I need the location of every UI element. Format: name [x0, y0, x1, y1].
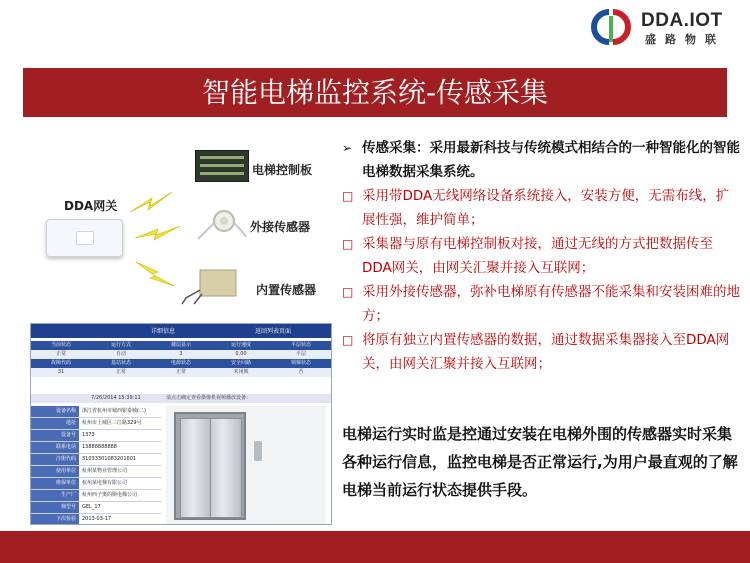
grid-cell: 电源状态: [170, 360, 191, 366]
bullet-text: 传感采集：采用最新科技与传统模式相结合的一种智能化的智能电梯数据采集系统。: [362, 140, 740, 180]
external-sensor-image: [196, 207, 248, 241]
grid-cell: 未闭锁: [233, 369, 249, 375]
bullet-text: 采用带DDA无线网络设备系统接入，安装方便，无需布线，扩展性强，维护简单；: [362, 188, 730, 228]
label-control-board: 电梯控制板: [252, 163, 313, 177]
info-row: [31, 490, 161, 502]
info-row: [31, 466, 161, 478]
info-key: 梯型号: [31, 502, 79, 513]
grid-row: [31, 359, 331, 368]
info-key: 联系电话: [31, 442, 79, 453]
info-key: 设备名称: [31, 406, 79, 417]
logo-brand: DDA.IOT: [641, 10, 723, 31]
board-row: [200, 172, 244, 175]
network-diagram: [20, 140, 330, 320]
call-button-panel: [254, 441, 262, 461]
lightning-icon: [130, 192, 172, 212]
control-board-image: [195, 150, 249, 182]
company-logo: [591, 8, 741, 46]
door-left: [180, 418, 212, 518]
info-value: 13888888888: [82, 444, 117, 450]
footer-bar: [0, 531, 750, 563]
info-key: 设备号: [31, 430, 79, 441]
info-row: [31, 406, 161, 418]
arrow-bullet-icon: ➢: [342, 141, 353, 155]
info-table: [31, 406, 161, 524]
info-key: 下次检验: [31, 514, 79, 525]
grid-cell: 故障代码: [50, 360, 71, 366]
info-row: [31, 454, 161, 466]
door-frame: [174, 412, 246, 520]
grid-cell: 平层状态: [290, 342, 311, 348]
timestamp-strip: [31, 394, 331, 403]
board-row: [200, 164, 244, 167]
info-value: 1373: [82, 432, 95, 438]
info-row: [31, 478, 161, 490]
door-right: [210, 418, 242, 518]
grid-cell: 自动: [115, 351, 126, 357]
bullet-text: 采集器与原有电梯控制板对接，通过无线的方式把数据传至DDA网关，由网关汇聚并接入互联网；: [362, 236, 713, 276]
square-bullet-icon: □: [342, 285, 354, 299]
label-internal-sensor: 内置传感器: [256, 283, 317, 297]
info-row: [31, 442, 161, 454]
summary-paragraph: 电梯运行实时监是控通过安装在电梯外围的传感器实时采集各种运行信息，监控电梯是否正常运行,为用户最直观的了解电梯当前运行状态提供手段。: [342, 425, 738, 499]
grid-cell: 0.00: [235, 351, 247, 357]
screenshot-return-link[interactable]: 返回列表页面: [254, 328, 291, 335]
info-value: 杭州某物业管理公司: [82, 468, 128, 474]
info-row: [31, 502, 161, 514]
grid-cell: 锁梯状态: [290, 360, 311, 366]
grid-cell: 正常: [175, 369, 186, 375]
screenshot-header: [31, 324, 331, 338]
info-value: 杭州某电梯有限公司: [82, 480, 128, 486]
grid-cell: 正常: [55, 351, 66, 357]
strip-text: 请点击确定查看摄像机视频播放设备：: [166, 395, 252, 401]
strip-time: 7/26/2014 15:39:11: [91, 395, 141, 401]
bullet-text: 采用外接传感器，弥补电梯原有传感器不能采集和安装困难的地方；: [362, 284, 740, 324]
label-external-sensor: 外接传感器: [250, 220, 311, 234]
grid-row: [31, 350, 331, 359]
bullet-item: [342, 280, 742, 328]
grid-cell: 楼层显示: [170, 342, 191, 348]
grid-cell: 3: [179, 351, 183, 357]
bullet-item: [342, 136, 742, 184]
grid-cell: 运行方式: [110, 342, 131, 348]
bullet-item: [342, 232, 742, 280]
info-row: [31, 514, 161, 525]
bullet-list: [342, 136, 742, 376]
grid-cell: 安全回路: [230, 360, 251, 366]
square-bullet-icon: □: [342, 333, 354, 347]
gateway-label: DDA网关: [64, 199, 118, 213]
grid-cell: 正常: [115, 369, 126, 375]
grid-cell: 运行速度: [230, 342, 251, 348]
bullet-item: [342, 184, 742, 232]
info-value: 杭州西子奥的斯电梯公司: [82, 492, 138, 498]
info-key: 使用单位: [31, 466, 79, 477]
logo-subtitle: 盛路物联: [645, 33, 725, 46]
grid-cell: 当前状态: [50, 342, 71, 348]
bullet-text: 将原有独立内置传感器的数据，通过数据采集器接入至DDA网关，由网关汇聚并接入互联网；: [362, 332, 730, 372]
lightning-icon: [135, 226, 180, 240]
grid-row: [31, 368, 331, 377]
info-key: 地址: [31, 418, 79, 429]
internal-sensor-image: [180, 268, 252, 308]
status-grid: [31, 341, 331, 377]
bullet-item: [342, 328, 742, 376]
info-value: 浙江省杭州市城西银泰城(二): [82, 408, 146, 414]
grid-cell: 基站状态: [110, 360, 131, 366]
elevator-door-image: [166, 406, 326, 524]
grid-cell: 平层: [295, 351, 306, 357]
info-row: [31, 418, 161, 430]
grid-cell: 31: [57, 369, 65, 375]
info-key: 生产厂: [31, 490, 79, 501]
monitoring-screenshot: [30, 323, 332, 525]
info-value: 2013-03-17: [82, 516, 112, 522]
screenshot-header-title: 详细信息: [151, 328, 176, 335]
board-row: [200, 156, 244, 159]
grid-row: [31, 341, 331, 350]
info-key: 维保单位: [31, 478, 79, 489]
slide-title: 智能电梯监控系统-传感采集: [23, 68, 727, 117]
info-value: 杭州市上城区三江路329号: [82, 420, 142, 426]
square-bullet-icon: □: [342, 189, 354, 203]
info-value: 31033301083201601: [82, 456, 137, 462]
lightning-icon: [136, 262, 174, 286]
logo-mark-icon: [591, 8, 637, 46]
info-row: [31, 430, 161, 442]
info-value: GEL_17: [82, 504, 101, 510]
square-bullet-icon: □: [342, 237, 354, 251]
grid-cell: 否: [298, 369, 304, 375]
info-key: 注册代码: [31, 454, 79, 465]
